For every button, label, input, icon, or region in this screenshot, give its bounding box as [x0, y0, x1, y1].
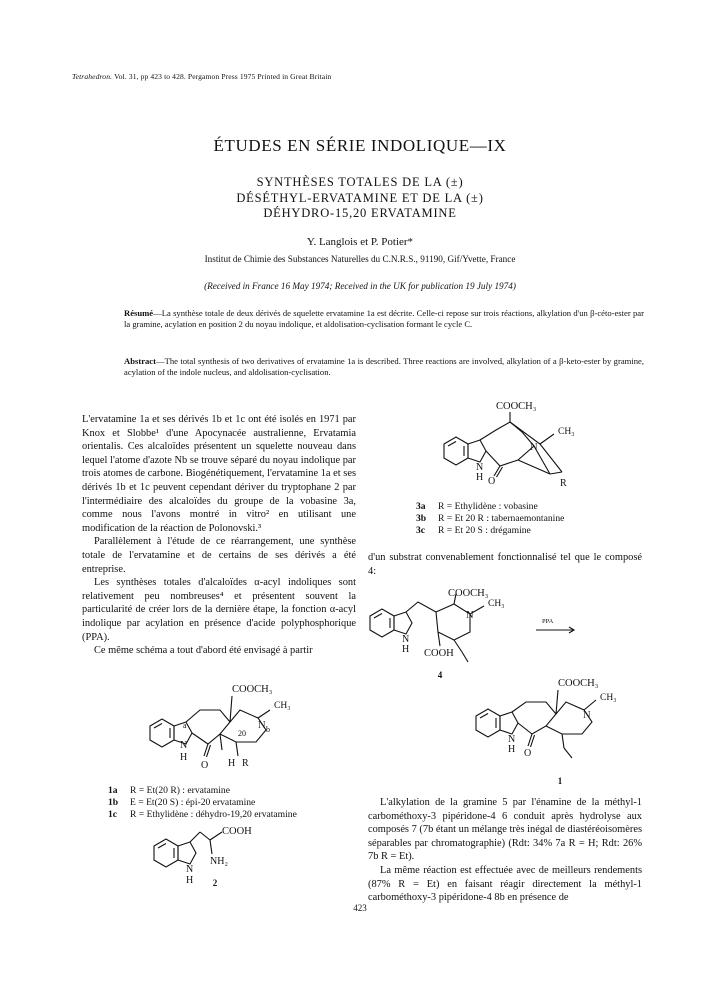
definition-key: 1c: [108, 809, 118, 820]
definition-text: R = Et 20 S : drégamine: [438, 525, 531, 536]
subtitle-line: SYNTHÈSES TOTALES DE LA (±): [256, 175, 464, 189]
definitions-3: [416, 501, 564, 537]
body-paragraph: Ce même schéma a tout d'abord été envisagé à partir: [94, 645, 313, 657]
resume-text: —La synthèse totale de deux dérivés de squelette ervatamine 1a est décrite. Celle-ci repose sur trois réactions, alkylation d'un β-céto-ester par la gramine, acylation en position 2 du noyau indolique, et aldolisation-cyclisation formant le cycle C.: [124, 308, 644, 330]
label-nh: N: [180, 740, 188, 751]
label-ppa: PPA: [542, 618, 554, 625]
structure-1a: [140, 678, 340, 780]
subtitle-line: DÉHYDRO-15,20 ERVATAMINE: [263, 206, 457, 220]
label-r: R: [560, 478, 567, 489]
definition-text: R = Ethylidène : déhydro-19,20 ervatamine: [130, 809, 297, 820]
label-nh: N: [402, 634, 410, 645]
definition-text: R = Et(20 R) : ervatamine: [130, 785, 230, 796]
affiliation: Institut de Chimie des Substances Naturelles du C.N.R.S., 91190, Gif/Yvette, France: [204, 254, 516, 264]
label-ch3: CH₃: [558, 427, 575, 437]
label-cooh: COOH: [222, 826, 252, 837]
label-n: N: [186, 864, 194, 875]
label-h: H: [402, 644, 410, 655]
label-ch3: CH₃: [488, 599, 505, 609]
label-nh2: NH₂: [210, 856, 228, 867]
paper-title: ÉTUDES EN SÉRIE INDOLIQUE—IX: [213, 136, 507, 155]
journal-name: Tetrahedron.: [72, 72, 113, 81]
structure-4: [364, 586, 624, 666]
subtitle-line: DÉSÉTHYL-ERVATAMINE ET DE LA (±): [236, 190, 484, 205]
structure-1: [470, 676, 650, 766]
label-h: H: [186, 875, 194, 886]
paper-subtitle: [0, 175, 720, 222]
definition-text: E = Et(20 S) : épi-20 ervatamine: [130, 797, 256, 808]
label-nh-h: H: [180, 752, 188, 763]
label-nb: N: [258, 720, 266, 731]
definition-key: 3a: [416, 501, 426, 512]
definition-text: R = Ethylidène : vobasine: [438, 501, 538, 512]
resume: [124, 308, 644, 331]
abstract-text: —The total synthesis of two derivatives of ervatamine 1a is described. Three reactions are involved, alkylation of a β-keto-ester by gramine, acylation of the indole nucleus, and aldolisation-cyclisation.: [124, 356, 644, 378]
compound-number-4: 4: [437, 670, 443, 680]
received-dates: (Received in France 16 May 1974; Received in the UK for publication 19 July 1974): [204, 281, 516, 291]
label-o: O: [488, 476, 496, 487]
label-cooch3: COOCH₃: [232, 684, 273, 695]
body-paragraph: L'alkylation de la gramine 5 par l'énamine de la méthyl-1 carbométhoxy-3 pipéridone-4 6 conduit après hydrolyse aux composés 7 (7b étant un mélange très inégal de diastéréoisomères séparables par chromatographie) (Rdt: 34% 7a R = H; Rdt: 26% 7b R = Et).: [368, 797, 642, 863]
label-n: N: [466, 610, 474, 621]
body-paragraph: Les synthèses totales d'alcaloïdes α-acyl indoliques sont relativement peu nombreuses⁴ et présentent souvent la particularité de créer lors de la dernière étape, la fonction α-acyl indolique par acylation en présence d'acide polyphosphorique (PPA).: [82, 577, 356, 643]
journal-header: [72, 72, 331, 81]
label-b-subscript: b: [266, 725, 270, 734]
label-h: H: [476, 472, 484, 483]
definition-row: [108, 809, 297, 821]
definition-key: 1a: [108, 785, 118, 796]
label-cooch3: COOCH₃: [558, 678, 599, 689]
definition-row: [416, 501, 564, 513]
compound-number-1: 1: [557, 776, 563, 786]
definition-row: [416, 513, 564, 525]
definition-row: [108, 797, 297, 809]
label-h: H: [508, 744, 516, 755]
label-o: O: [524, 748, 532, 759]
body-paragraph: L'ervatamine 1a et ses dérivés 1b et 1c ont été isolés en 1971 par Knox et Slobbe¹ d'une Apocynacée australienne, Ervatamia orientalis. Ces alcaloïdes présentent un squelette nouveau dans lequel l'atome d'azote Nb se trouve séparé du noyau indolique par trois atomes de carbone. Biogénétiquement, l'ervatamine 1a et ses dérivés 1b et 1c peuvent cependant dériver du tryptophane 2 par l'intermédiaire des alcaloïdes du groupe de la vobasine 3a, comme nous l'avons montré in vitro² en utilisant une modification de la réaction de Polonovski.³: [82, 414, 356, 534]
label-cooch3: COOCH₃: [496, 401, 537, 412]
structure-3: [438, 401, 618, 494]
resume-label: Résumé: [124, 308, 154, 318]
definition-text: R = Et 20 R : tabernaemontanine: [438, 513, 565, 524]
label-r: R: [242, 758, 249, 769]
label-cooh: COOH: [424, 648, 454, 659]
body-left-column: [82, 413, 356, 658]
compound-number-2: 2: [212, 878, 218, 888]
label-ch3: CH₃: [274, 701, 291, 711]
definition-key: 3c: [416, 525, 426, 536]
definition-key: 3b: [416, 513, 427, 524]
abstract-label: Abstract: [124, 356, 156, 366]
definition-row: [416, 525, 564, 537]
label-o: O: [201, 760, 209, 771]
label-c20: 20: [238, 729, 246, 738]
abstract: [124, 356, 644, 379]
label-ch3: CH₃: [600, 693, 617, 703]
body-paragraph: La même réaction est effectuée avec de meilleurs rendements (87% R = Et) en faisant réagir directement la méthyl-1 carbométhoxy-3 pipéridone-4 8b en présence de: [368, 864, 642, 904]
authors: Y. Langlois et P. Potier*: [306, 236, 414, 248]
definitions-1: [108, 785, 297, 821]
label-nh: N: [508, 734, 516, 745]
definition-row: [108, 785, 297, 797]
label-cooch3: COOCH₃: [448, 588, 489, 599]
body-paragraph: Parallèlement à l'étude de ce réarrangement, une synthèse totale de l'ervatamine et de certains de ses dérivés a été entreprise.: [82, 536, 356, 575]
label-a: a: [183, 721, 187, 730]
body-right-paragraph-1: d'un substrat convenablement fonctionnalisé tel que le composé 4:: [368, 552, 642, 577]
definition-key: 1b: [108, 797, 119, 808]
label-h: H: [228, 758, 236, 769]
label-n: N: [583, 710, 591, 721]
body-right-paragraphs-2: [368, 796, 642, 905]
label-n: N: [530, 442, 538, 453]
journal-details: Vol. 31, pp 423 to 428. Pergamon Press 1975 Printed in Great Britain: [114, 72, 332, 81]
page-number: 423: [353, 903, 367, 913]
label-nh: N: [476, 462, 484, 473]
